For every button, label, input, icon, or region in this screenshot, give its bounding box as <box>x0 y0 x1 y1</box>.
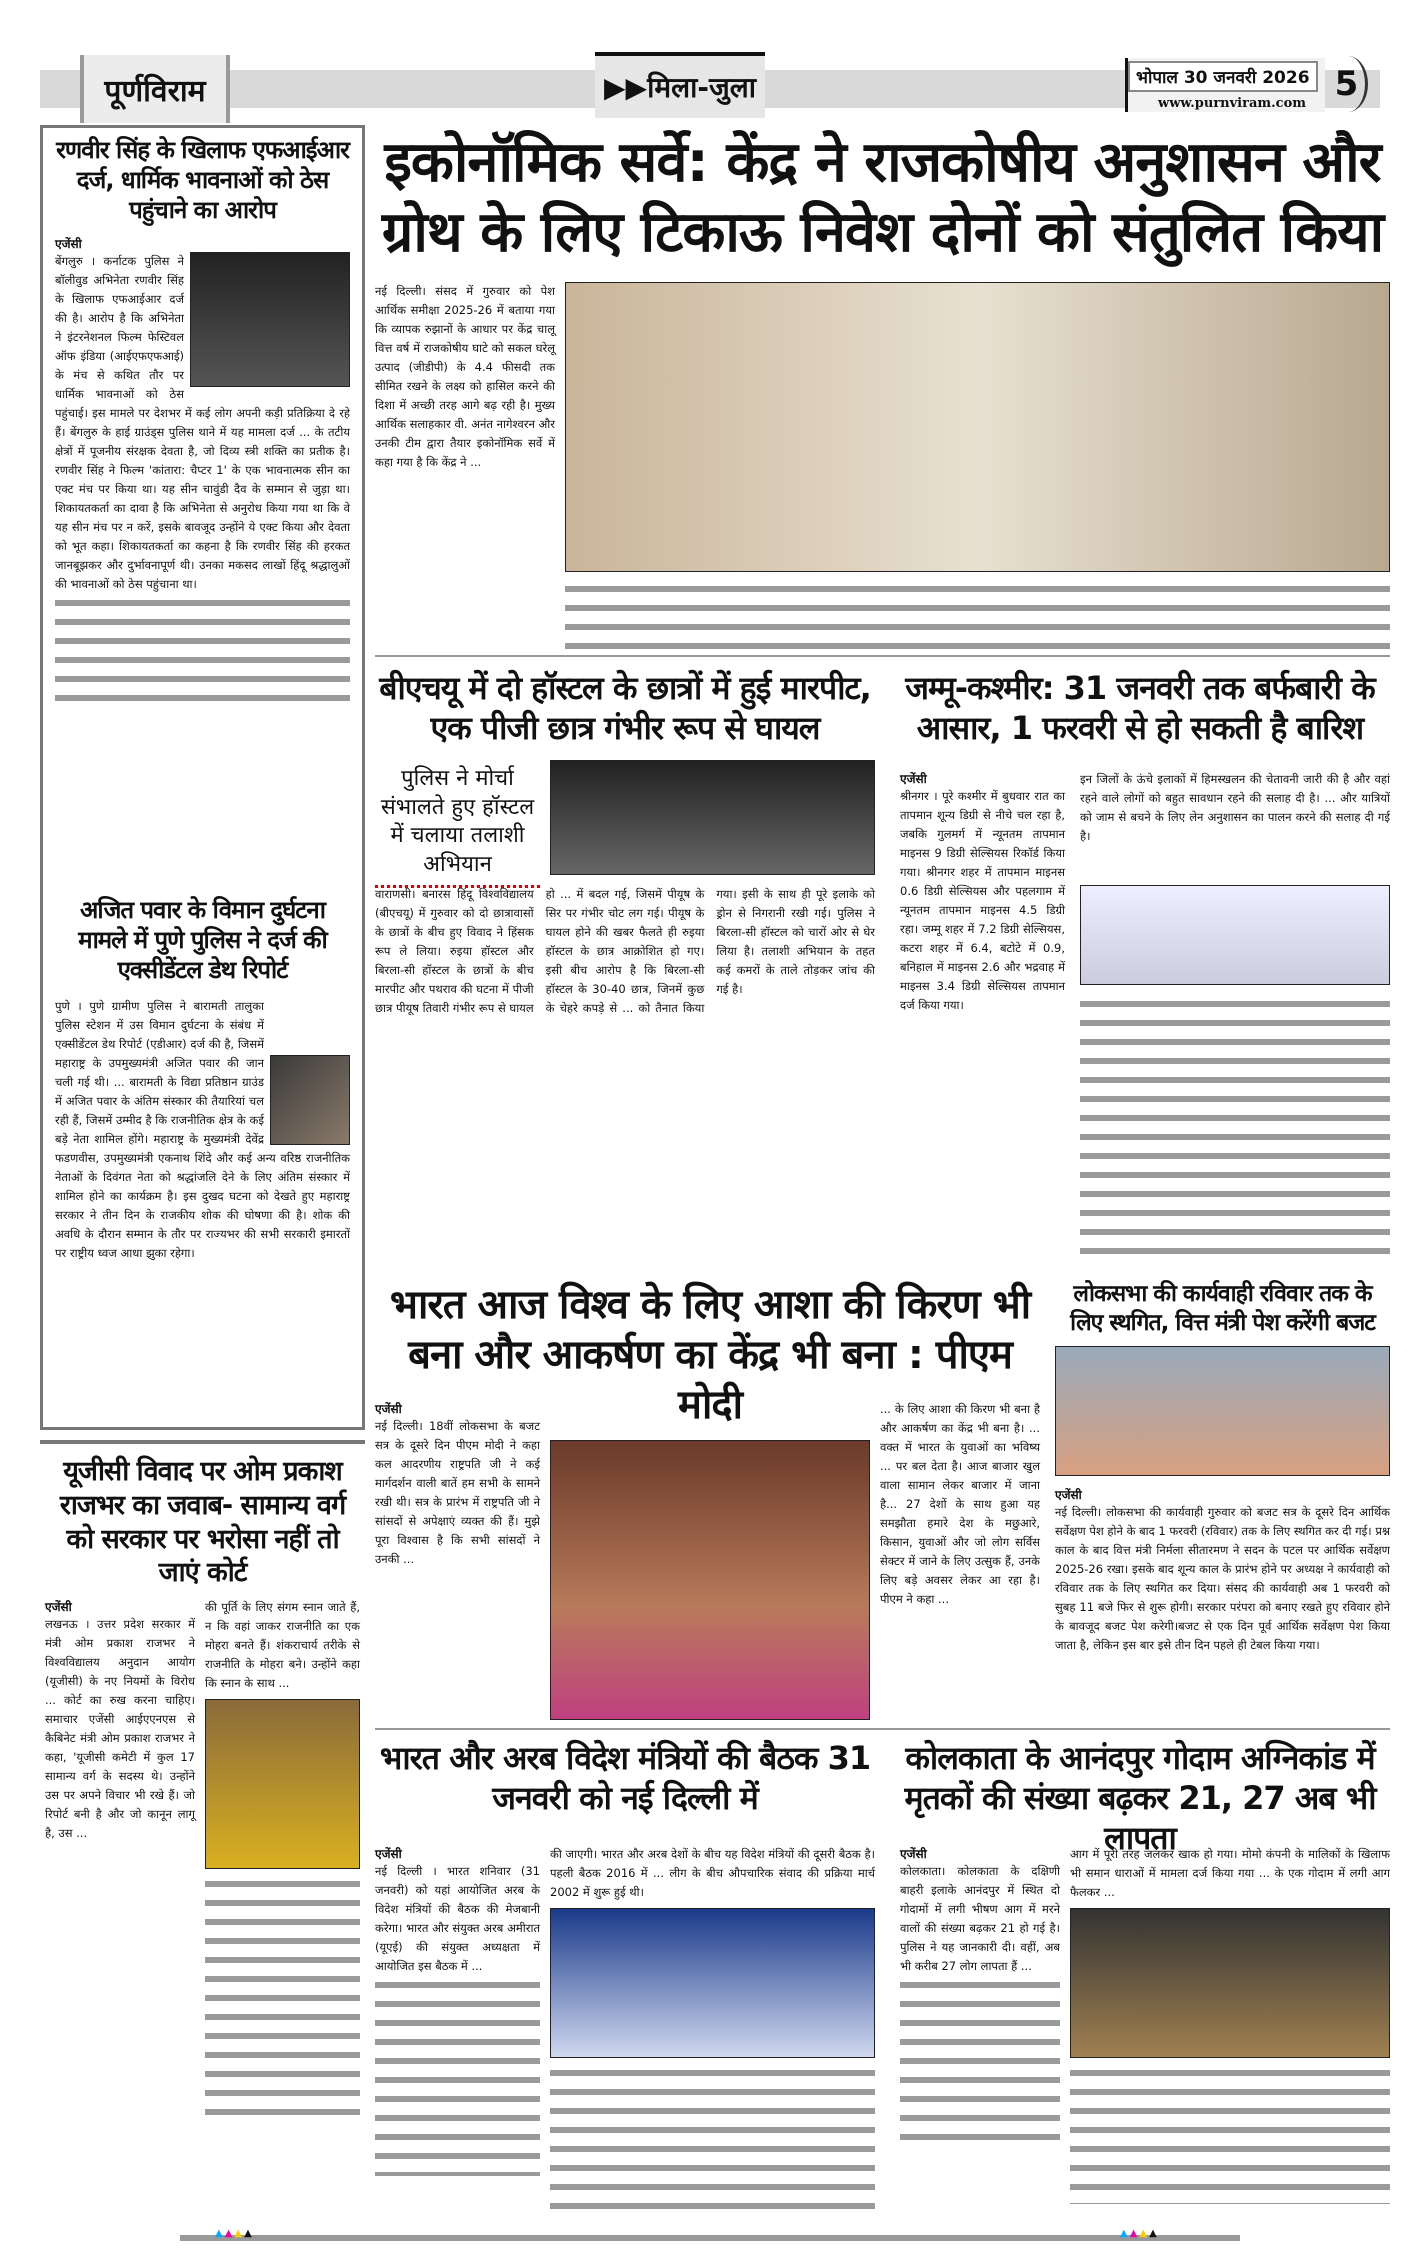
headline: भारत आज विश्व के लिए आशा की किरण भी बना और आकर्षण का केंद्र भी बना : पीएम मोदी <box>389 1282 1031 1428</box>
photo-parliament-ministers <box>565 282 1390 572</box>
double-arrow-icon: ▶▶ <box>604 70 648 104</box>
text-filler <box>55 594 350 714</box>
article-body: पुणे । पुणे ग्रामीण पुलिस ने बारामती तालुका पुलिस स्टेशन में उस विमान दुर्घटना के संबंध में एक्सीडेंटल डेथ रिपोर्ट (एडीआर) दर्ज की है, जिसमें महाराष्ट्र के उपमुख्यमंत्री अजित पवार की जान चली गई थी। ... बारामती के विद्या प्रतिष्ठान ग्राउंड में अजित पवार के अंतिम संस्कार की तैयारियां चल रही हैं, जिसमें उम्मीद है कि राजनीतिक क्षेत्र के कई बड़े नेता शामिल होंगे। महाराष्ट्र के मुख्यमंत्री देवेंद्र फडणवीस, उपमुख्यमंत्री एकनाथ शिंदे और कई अन्य वरिष्ठ राजनीतिक नेताओं के दिवंगत नेता को श्रद्धांजलि देने के लिए अंतिम संस्कार में शामिल होने का कार्यक्रम है। इस दुखद घटना को देखते हुए महाराष्ट्र सरकार ने तीन दिन के राजकीय शोक की घोषणा की है। शोक की अवधि के दौरान सम्मान के तौर पर राज्यभर की सभी सरकारी इमारतों पर राष्ट्रीय ध्वज आधा झुका रहेगा। <box>55 999 350 1260</box>
byline: एजेंसी <box>900 1847 927 1861</box>
photo-om-prakash-rajbhar <box>205 1699 360 1869</box>
article-body: नई दिल्ली। 18वीं लोकसभा के बजट सत्र के दूसरे दिन पीएम मोदी ने कहा कल आदरणीय राष्ट्रपति जी ने कई मार्गदर्शन वाली बातें हम सभी के सामने रखी थी। सत्र के प्रारंभ में राष्ट्रपति जी ने सांसदों से अपेक्षाएं व्यक्त की हैं। मुझे पूरा विश्वास है कि सभी सांसदों ने उनकी ... <box>375 1419 540 1566</box>
bhu-body <box>375 885 875 1018</box>
text-filler <box>550 2064 875 2214</box>
headline: बीएचयू में दो हॉस्टल के छात्रों में हुई मारपीट, एक पीजी छात्र गंभीर रूप से घायल <box>379 669 871 747</box>
jk-col1 <box>900 770 1065 1015</box>
kicker: पुलिस ने मोर्चा संभालते हुए हॉस्टल में चलाया तलाशी अभियान <box>375 765 540 888</box>
footer-rule <box>180 2235 1240 2241</box>
article-kolkata <box>890 1738 1390 1858</box>
article-body-col2: ... के लिए आशा की किरण भी बना है और आकर्षण का केंद्र भी बना है। ... वक्त में भारत के युवाओं का भविष्य ... पर बल देता है। आज बाजार खुल वाला सामान लेकर बाजार में जाना है... 27 देशों के साथ हुआ यह समझौता हमारे देश के मछुआरे, किसान, युवाओं और जो लोग सर्विस सेक्टर में जाने के लिए उत्सुक हैं, उनके लिए बड़े अवसर लेकर आ रहा है। पीएम ने कहा ... <box>880 1402 1040 1606</box>
edition-date: भोपाल 30 जनवरी 2026 <box>1128 61 1318 92</box>
divider <box>40 1440 365 1444</box>
survey-col1 <box>375 282 555 472</box>
headline: भारत और अरब विदेश मंत्रियों की बैठक 31 जनवरी को नई दिल्ली में <box>379 1739 871 1817</box>
section-label: मिला-जुला <box>647 71 756 104</box>
byline: एजेंसी <box>375 1402 402 1416</box>
headline: यूजीसी विवाद पर ओम प्रकाश राजभर का जवाब- सामान्य वर्ग को सरकार पर भरोसा नहीं तो जाएं कोर्ट <box>59 1456 346 1589</box>
headline: जम्मू-कश्मीर: 31 जनवरी तक बर्फबारी के आसार, 1 फरवरी से हो सकती है बारिश <box>905 669 1375 747</box>
masthead-logo: पूर्णविराम <box>80 55 230 123</box>
page-number: 5 <box>1328 56 1368 112</box>
article-body-col2: आग में पूरी तरह जलकर खाक हो गया। मोमो कंपनी के मालिकों के खिलाफ भी समान धाराओं में मामला दर्ज किया गया ... के एक गोदाम में लगी आग फैलकर ... <box>1070 1847 1390 1899</box>
section-title <box>595 52 765 118</box>
modi-col1 <box>375 1400 540 1569</box>
article-ugc <box>45 1455 360 2125</box>
article-body-col2: की जाएगी। भारत और अरब देशों के बीच यह विदेश मंत्रियों की दूसरी बैठक है। पहली बैठक 2016 में ... लीग के बीच औपचारिक संवाद की प्रक्रिया मार्च 2002 में शुरू हुई थी। <box>550 1847 875 1899</box>
byline: एजेंसी <box>375 1847 402 1861</box>
article-pawar <box>55 895 350 1263</box>
text-filler <box>1080 995 1390 1260</box>
photo-ranveer-singh <box>190 252 350 387</box>
photo-pm-modi <box>550 1440 870 1720</box>
byline: एजेंसी <box>45 1600 72 1614</box>
article-loksabha <box>1055 1280 1390 1655</box>
article-body: नई दिल्ली। लोकसभा की कार्यवाही गुरुवार को बजट सत्र के दूसरे दिन आर्थिक सर्वेक्षण पेश होने के बाद 1 फरवरी (रविवार) तक के लिए स्थगित कर दी गई। प्रश्न काल के बाद वित्त मंत्री निर्मला सीतारमण ने सदन के पटल पर आर्थिक सर्वेक्षण 2025-26 रखा। इसके बाद शून्य काल के प्रारंभ होने पर अध्यक्ष ने कार्यवाही को रविवार तक के लिए स्थगित कर दिया। संसद की कार्यवाही अब 1 फरवरी को सुबह 11 बजे फिर से शुरू होगी। सरकार परंपरा को बनाए रखते हुए रविवार होने के बावजूद बजट पेश करेगी।बजट से एक दिन पूर्व आर्थिक सर्वेक्षण पेश किया जाता है, लेकिन इस बार इसे तीन दिन पहले ही टेबल किया गया। <box>1055 1504 1390 1652</box>
photo-fire-rescue <box>1070 1908 1390 2058</box>
photo-ajit-pawar <box>270 1055 350 1145</box>
article-ranveer <box>55 135 350 714</box>
article-body: लखनऊ । उत्तर प्रदेश सरकार में मंत्री ओम प्रकाश राजभर ने विश्वविद्यालय अनुदान आयोग (यूजीसी) के नए नियमों के विरोध ... कोर्ट का रुख करना चाहिए। समाचार एजेंसी आईएएनएस से कैबिनेट मंत्री ओम प्रकाश राजभर ने कहा, 'यूजीसी कमेटी में कुल 17 सामान्य वर्ग के सदस्य थे। उन्होंने उस पर अपने विचार भी रखे हैं। जो रिपोर्ट बनी है और जो कानून लागू है, उस ... <box>45 1617 195 1840</box>
date-box <box>1125 58 1325 112</box>
photo-parliament-building <box>1055 1346 1390 1476</box>
bhu-kicker-wrap <box>375 765 540 888</box>
modi-col2 <box>880 1400 1040 1609</box>
kolkata-col1 <box>900 1845 1060 2146</box>
divider <box>375 1728 1390 1730</box>
article-body: बेंगलुरु । कर्नाटक पुलिस ने बॉलीवुड अभिनेता रणवीर सिंह के खिलाफ एफआईआर दर्ज की है। आरोप है कि अभिनेता ने इंटरनेशनल फिल्म फेस्टिवल ऑफ इंडिया (आईएफएफआई) के मंच से कथित तौर पर धार्मिक भावनाओं को ठेस पहुंचाई। इस मामले पर देशभर में कई लोग अपनी कड़ी प्रतिक्रिया दे रहे हैं। बेंगलुरु के हाई ग्राउंड्स पुलिस थाने में यह मामला दर्ज ... के तटीय क्षेत्रों में पूजनीय संरक्षक देवता है, जो दिव्य स्त्री शक्ति का प्रतीक है। रणवीर सिंह ने फिल्म 'कांतारा: चैप्टर 1' के एक भावनात्मक सीन का एक्ट मंच पर किया था। यह सीन चावुंडी दैव के सम्मान से जुड़ा था। शिकायतकर्ता का दावा है कि अभिनेता से अनुरोध किया गया था कि वे यह सीन मंच पर न करें, इसके बावजूद उन्होंने ये एक्ट किया और देवता को भूत कहा। शिकायतकर्ता का कहना है कि रणवीर सिंह की हरकत जानबूझकर और दुर्भावनापूर्ण थी। उनका मकसद लाखों हिंदू श्रद्धालुओं की भावनाओं को ठेस पहुंचाना था। <box>55 254 350 591</box>
byline: एजेंसी <box>1055 1487 1082 1502</box>
text-filler <box>1070 2064 1390 2204</box>
headline: रणवीर सिंह के खिलाफ एफआईआर दर्ज, धार्मिक भावनाओं को ठेस पहुंचाने का आरोप <box>56 136 349 224</box>
kolkata-col2 <box>1070 1845 1390 2204</box>
article-body: नई दिल्ली। संसद में गुरुवार को पेश आर्थिक समीक्षा 2025-26 में बताया गया कि व्यापक रुझानों के आधार पर केंद्र चालू वित्त वर्ष में राजकोषीय घाटे को सकल घरेलू उत्पाद (जीडीपी) के 4.4 फीसदी तक सीमित रखने के लक्ष्य को हासिल करने की दिशा में अच्छी तरह आगे बढ़ रही है। मुख्य आर्थिक सलाहकार वी. अनंत नागेश्वरन और उनकी टीम द्वारा तैयार इकोनॉमिक सर्वे में कहा गया है कि केंद्र ने ... <box>375 284 555 469</box>
article-body-col2: की पूर्ति के लिए संगम स्नान जाते हैं, न कि वहां जाकर राजनीति का एक मोहरा बनते हैं। शंकराचार्य तरीके से राजनीति के मोहरा बने। उन्होंने कहा कि स्नान के साथ ... <box>205 1600 360 1690</box>
text-filler <box>205 1875 360 2125</box>
article-body: श्रीनगर । पूरे कश्मीर में बुधवार रात का तापमान शून्य डिग्री से नीचे चल रहा है, जबकि गुलमर्ग में न्यूनतम तापमान माइनस 9 डिग्री सेल्सियस रिकॉर्ड किया गया। श्रीनगर शहर में तापमान माइनस 0.6 डिग्री सेल्सियस और पहलगाम में न्यूनतम तापमान माइनस 4.5 डिग्री रहा। जम्मू शहर में 7.2 डिग्री सेल्सियस, कटरा शहर में 6.4, बटोटे में 0.9, बनिहाल में माइनस 2.6 और भद्रवाह में माइनस 3.4 डिग्री सेल्सियस तापमान दर्ज किया गया। <box>900 789 1065 1012</box>
jk-col2 <box>1080 770 1390 846</box>
article-body: कोलकाता। कोलकाता के दक्षिणी बाहरी इलाके आनंदपुर में स्थित दो गोदामों में लगी भीषण आग में मरने वालों की संख्या बढ़कर 21 हो गई है। पुलिस ने यह जानकारी दी। वहीं, अब भी करीब 27 लोग लापता हैं ... <box>900 1864 1060 1973</box>
website-url[interactable]: www.purnviram.com <box>1158 96 1307 111</box>
article-bhu <box>375 668 875 748</box>
registration-marks: ▲▲▲▲ <box>1120 2228 1159 2239</box>
headline: लोकसभा की कार्यवाही रविवार तक के लिए स्थगित, वित्त मंत्री पेश करेंगी बजट <box>1070 1281 1375 1336</box>
article-body-col2: इन जिलों के ऊंचे इलाकों में हिमस्खलन की चेतावनी जारी की है और वहां रहने वाले लोगों को बहुत सावधान रहने की सलाह दी है। ... और यात्रियों को जाम से बचने के लिए लेन अनुशासन का पालन करने की सलाह दी गई है। <box>1080 772 1390 843</box>
photo-ministers-meeting <box>550 1908 875 2058</box>
byline: एजेंसी <box>55 237 82 251</box>
lead-headline: इकोनॉमिक सर्वे: केंद्र ने राजकोषीय अनुशासन और ग्रोथ के लिए टिकाऊ निवेश दोनों को संतुलित किया <box>381 130 1384 265</box>
article-jk <box>890 668 1390 748</box>
photo-bhu-hostel <box>550 760 875 875</box>
headline: अजित पवार के विमान दुर्घटना मामले में पुणे पुलिस ने दर्ज की एक्सीडेंटल डेथ रिपोर्ट <box>78 896 327 984</box>
byline: एजेंसी <box>900 772 927 786</box>
arab-col1 <box>375 1845 540 2176</box>
divider <box>375 655 1390 657</box>
article-body: नई दिल्ली । भारत शनिवार (31 जनवरी) को यहां आयोजित अरब के विदेश मंत्रियों की बैठक की मेजबानी करेगा। भारत और संयुक्त अरब अमीरात (यूएई) की संयुक्त अध्यक्षता में आयोजित इस बैठक में ... <box>375 1864 540 1973</box>
text-filler <box>375 1976 540 2176</box>
text-filler <box>900 1976 1060 2146</box>
registration-marks: ▲▲▲▲ <box>215 2228 254 2239</box>
photo-snow-clearing <box>1080 885 1390 985</box>
arab-col2 <box>550 1845 875 2214</box>
article-arab <box>375 1738 875 1818</box>
text-filler <box>565 580 1390 650</box>
article-economic-survey <box>375 128 1390 268</box>
article-body: वाराणसी। बनारस हिंदू विश्वविद्यालय (बीएचयू) में गुरुवार को दो छात्रावासों के छात्रों के बीच हुए विवाद ने हिंसक रूप ले लिया। रुइया हॉस्टल और बिरला-सी हॉस्टल के छात्रों के बीच मारपीट और पथराव की घटना में पीजी छात्र पीयूष तिवारी गंभीर रूप से घायल हो ... में बदल गई, जिसमें पीयूष के सिर पर गंभीर चोट लग गई। पीयूष के घायल होने की खबर फैलते ही रुइया हॉस्टल के छात्र आक्रोशित हो गए। इसी बीच आरोप है कि बिरला-सी हॉस्टल के 30-40 छात्र, जिनमें कुछ के चेहरे कपड़े से ... को तैनात किया गया। इसी के साथ ही पूरे इलाके को ड्रोन से निगरानी रखी गई। पुलिस ने बिरला-सी हॉस्टल को चारों ओर से घेर लिया है। तलाशी अभियान के तहत कई कमरों के ताले तोड़कर जांच की गई है। <box>375 887 875 1015</box>
headline: कोलकाता के आनंदपुर गोदाम अग्निकांड में मृतकों की संख्या बढ़कर 21, 27 अब भी लापता <box>904 1739 1376 1857</box>
